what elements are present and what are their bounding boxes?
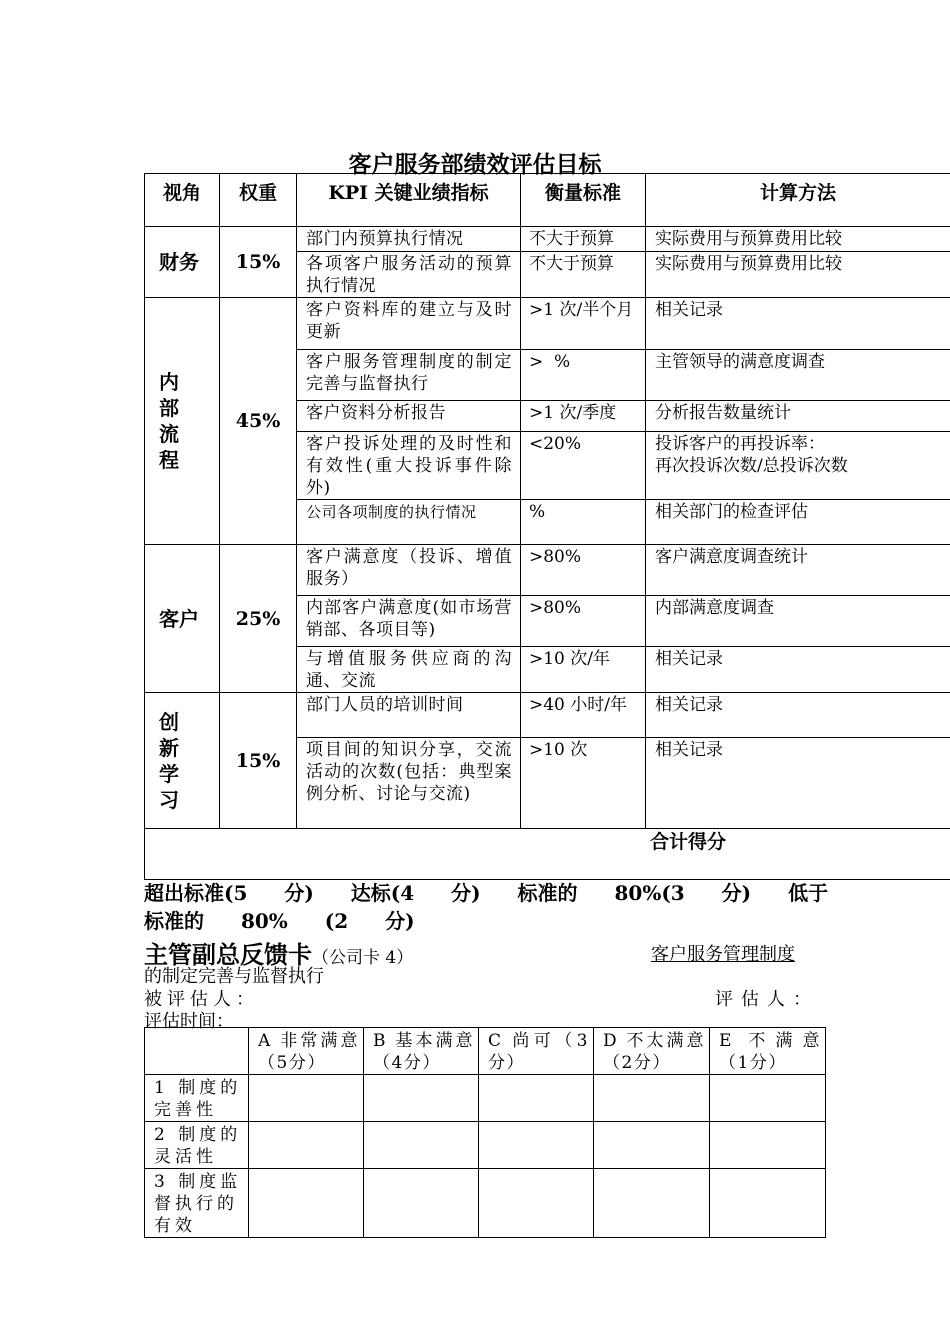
table-row	[145, 545, 950, 596]
standard-cell: 不大于预算	[521, 252, 646, 298]
rating-cell[interactable]	[249, 1169, 364, 1238]
method-cell: 相关记录	[646, 298, 950, 350]
standard-cell: 不大于预算	[521, 227, 646, 252]
rating-cell[interactable]	[710, 1075, 826, 1122]
rating-cell[interactable]	[479, 1122, 594, 1169]
view-customer: 客户	[145, 545, 220, 693]
rating-table	[144, 1027, 826, 1238]
method-line: 投诉客户的再投诉率：	[655, 434, 825, 454]
kpi-cell: 与增值服务供应商的沟通、交流	[297, 647, 521, 693]
method-line: 再次投诉次数/总投诉次数	[655, 456, 848, 476]
rating-column-d: D 不太满意（2分）	[594, 1028, 710, 1075]
rating-cell[interactable]	[710, 1122, 826, 1169]
kpi-cell: 客户资料分析报告	[297, 401, 521, 432]
rating-cell[interactable]	[594, 1122, 710, 1169]
standard-cell: >1 次/半个月	[521, 298, 646, 350]
rating-row-label: 1 制度的完善性	[145, 1075, 249, 1122]
kpi-cell: 项目间的知识分享，交流活动的次数(包括：典型案例分析、讨论与交流)	[297, 738, 521, 829]
kpi-cell: 各项客户服务活动的预算执行情况	[297, 252, 521, 298]
method-cell: 相关记录	[646, 647, 950, 693]
total-row	[145, 829, 950, 880]
method-cell: 内部满意度调查	[646, 596, 950, 647]
scoring-legend: 超出标准(5 分) 达标(4 分) 标准的 80%(3 分) 低于标准的 80% (2 分)	[144, 881, 829, 933]
method-cell: 相关记录	[646, 738, 950, 829]
rating-cell[interactable]	[249, 1122, 364, 1169]
rating-column-e: E 不满意（1分）	[710, 1028, 826, 1075]
feedback-title-text: 主管副总反馈卡	[144, 940, 312, 969]
evaluation-time-label: 评估时间：	[144, 1011, 234, 1032]
standard-cell: >80%	[521, 545, 646, 596]
rating-row	[145, 1169, 826, 1238]
table-row	[145, 227, 950, 252]
header-weight: 权重	[220, 174, 297, 227]
rating-row-label: 3 制度监督执行的有效	[145, 1169, 249, 1238]
weight-customer: 25%	[220, 545, 297, 693]
view-innovation: 创新学习	[145, 693, 220, 829]
view-internal-process: 内部流程	[145, 298, 220, 545]
feedback-card-number: （公司卡 4）	[312, 948, 414, 968]
rating-column-c: C 尚可（3分）	[479, 1028, 594, 1075]
feedback-subject-link[interactable]: 客户服务管理制度	[651, 944, 795, 965]
standard-cell: >10 次/年	[521, 647, 646, 693]
rating-cell[interactable]	[364, 1169, 479, 1238]
rating-cell[interactable]	[364, 1075, 479, 1122]
kpi-header-row	[145, 174, 950, 227]
rating-cell[interactable]	[594, 1169, 710, 1238]
method-cell: 实际费用与预算费用比较	[646, 252, 950, 298]
table-row	[145, 298, 950, 350]
kpi-table	[144, 173, 950, 880]
header-standard: 衡量标准	[521, 174, 646, 227]
standard-cell: >10 次	[521, 738, 646, 829]
total-score-label: 合计得分	[145, 829, 950, 880]
standard-cell: %	[521, 500, 646, 545]
weight-internal-process: 45%	[220, 298, 297, 545]
method-cell: 相关记录	[646, 693, 950, 738]
method-cell: 相关部门的检查评估	[646, 500, 950, 545]
rating-column-a: A 非常满意（5分）	[249, 1028, 364, 1075]
kpi-cell: 客户满意度（投诉、增值服务）	[297, 545, 521, 596]
view-finance: 财务	[145, 227, 220, 298]
rating-cell[interactable]	[479, 1169, 594, 1238]
kpi-cell: 公司各项制度的执行情况	[297, 500, 521, 545]
feedback-subject-text: 的制定完善与监督执行	[144, 966, 324, 987]
header-method: 计算方法	[646, 174, 950, 227]
kpi-cell: 部门内预算执行情况	[297, 227, 521, 252]
rating-header-row	[145, 1028, 826, 1075]
rating-row	[145, 1075, 826, 1122]
rating-column-b: B 基本满意（4分）	[364, 1028, 479, 1075]
document-title: 客户服务部绩效评估目标	[348, 151, 602, 178]
standard-cell: >1 次/季度	[521, 401, 646, 432]
weight-finance: 15%	[220, 227, 297, 298]
kpi-cell: 内部客户满意度(如市场营销部、各项目等)	[297, 596, 521, 647]
rating-row	[145, 1122, 826, 1169]
table-row	[145, 693, 950, 738]
method-cell: 客户满意度调查统计	[646, 545, 950, 596]
evaluator-label: 评估人：	[715, 989, 819, 1010]
method-cell: 主管领导的满意度调查	[646, 350, 950, 401]
header-kpi: KPI 关键业绩指标	[297, 174, 521, 227]
rating-cell[interactable]	[710, 1169, 826, 1238]
rating-corner-cell	[145, 1028, 249, 1075]
standard-cell: >40 小时/年	[521, 693, 646, 738]
weight-innovation: 15%	[220, 693, 297, 829]
kpi-cell: 客户服务管理制度的制定完善与监督执行	[297, 350, 521, 401]
rating-row-label: 2 制度的灵活性	[145, 1122, 249, 1169]
standard-cell: >80%	[521, 596, 646, 647]
standard-cell: > %	[521, 350, 646, 401]
kpi-cell: 部门人员的培训时间	[297, 693, 521, 738]
method-cell: 分析报告数量统计	[646, 401, 950, 432]
header-view: 视角	[145, 174, 220, 227]
rating-cell[interactable]	[594, 1075, 710, 1122]
rating-cell[interactable]	[249, 1075, 364, 1122]
kpi-cell: 客户投诉处理的及时性和有效性(重大投诉事件除外)	[297, 432, 521, 500]
evaluatee-label: 被评估人：	[144, 989, 259, 1010]
rating-cell[interactable]	[479, 1075, 594, 1122]
method-cell: 实际费用与预算费用比较	[646, 227, 950, 252]
method-cell	[646, 432, 950, 500]
standard-cell: <20%	[521, 432, 646, 500]
kpi-cell: 客户资料库的建立与及时更新	[297, 298, 521, 350]
rating-cell[interactable]	[364, 1122, 479, 1169]
